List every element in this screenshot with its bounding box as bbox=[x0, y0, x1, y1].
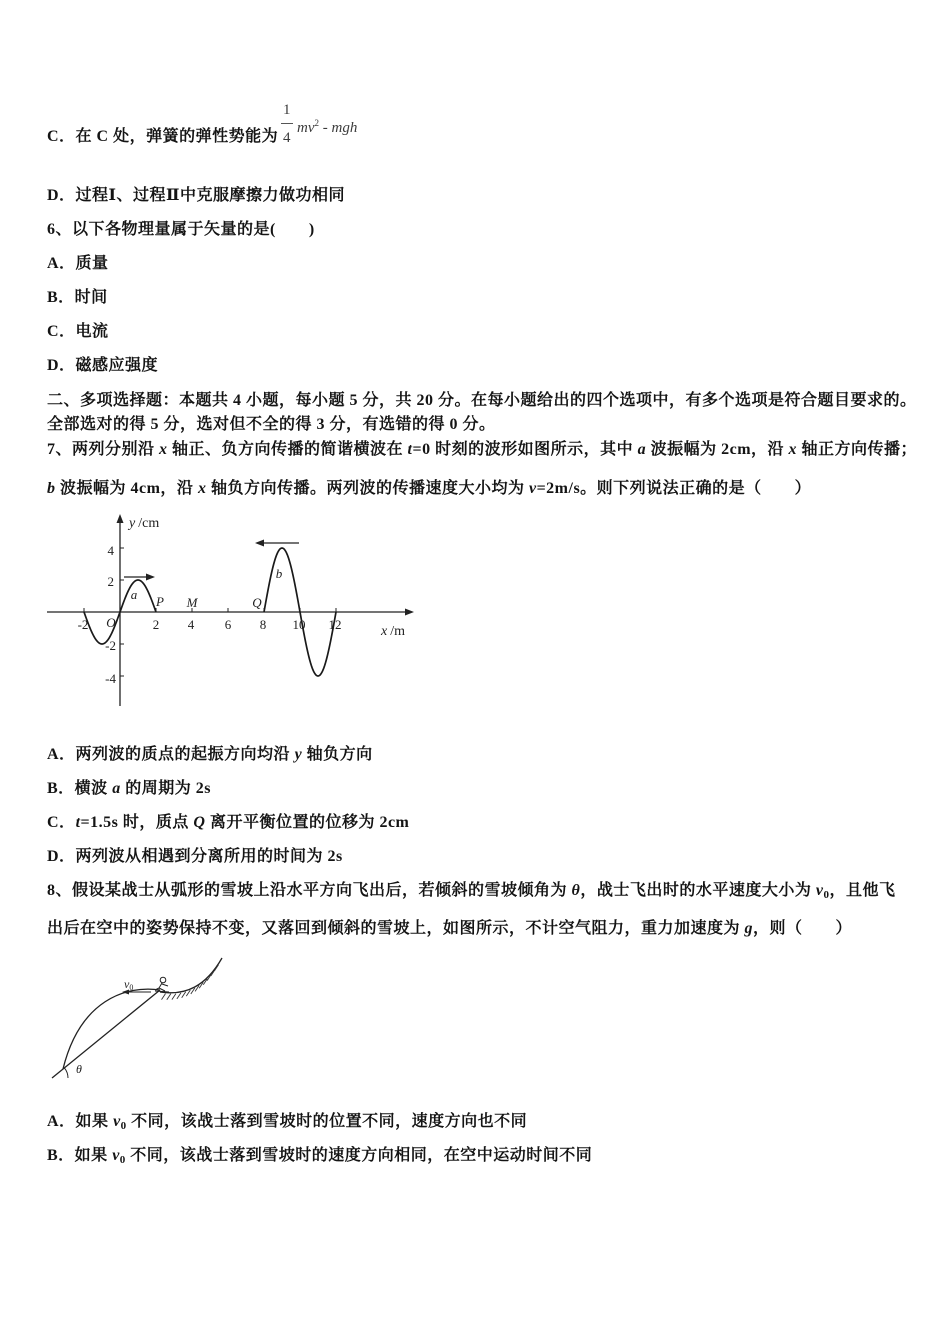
formula-expression bbox=[297, 114, 357, 137]
q6-option-a: A．质量 bbox=[47, 255, 109, 272]
q8-stem-text: 出后在空中的姿势保持不变，又落回到倾斜的雪坡上，如图所示，不计空气阻力，重力加速度为 bbox=[47, 920, 745, 937]
var-v-subscript: 0 bbox=[120, 1120, 127, 1132]
var-b: b bbox=[47, 480, 56, 497]
q5-option-d: D．过程Ⅰ、过程Ⅱ中克服摩擦力做功相同 bbox=[47, 187, 346, 204]
q7-option-text: 离开平衡位置的位移为 2cm bbox=[205, 814, 410, 831]
x-tick-label: 12 bbox=[328, 617, 342, 632]
formula-mv: mv bbox=[297, 120, 315, 136]
point-p-label: P bbox=[156, 594, 164, 609]
wave-figure bbox=[40, 505, 420, 717]
angle-theta-label: θ bbox=[76, 1062, 82, 1076]
var-x: x bbox=[159, 441, 168, 458]
hatch-mark bbox=[172, 994, 176, 1000]
q5-option-c bbox=[47, 127, 278, 147]
hatch-mark bbox=[182, 992, 186, 998]
wave-a-label: a bbox=[130, 587, 138, 602]
ski-slope-figure bbox=[45, 950, 230, 1085]
x-tick-label: 6 bbox=[224, 617, 232, 632]
y-axis-label bbox=[127, 516, 159, 531]
x-tick-label: 8 bbox=[259, 617, 267, 632]
y-tick-label: 4 bbox=[107, 543, 114, 558]
q7-option-text: C． bbox=[47, 814, 76, 831]
y-tick-label: -4 bbox=[105, 671, 116, 686]
section2-instruction-line-2: 全部选对的得 5 分，选对但不全的得 3 分，有选错的得 0 分。 bbox=[47, 416, 496, 433]
q7-option-text: A．两列波的质点的起振方向均沿 bbox=[47, 746, 295, 763]
q5-option-c-text: C．在 C 处，弹簧的弹性势能为 bbox=[47, 128, 279, 145]
v0-var: v bbox=[124, 977, 130, 991]
var-t: t bbox=[407, 441, 413, 458]
incline-slope-line bbox=[52, 990, 160, 1078]
formula-mgh: mgh bbox=[331, 120, 358, 136]
formula-square: 2 bbox=[314, 118, 319, 128]
q7-option-b bbox=[47, 779, 211, 799]
angle-arc bbox=[64, 1068, 68, 1078]
hatch-mark bbox=[177, 993, 181, 999]
point-q-label: Q bbox=[252, 595, 262, 610]
q7-option-text: 的周期为 2s bbox=[120, 780, 211, 797]
x-tick-label: 2 bbox=[152, 617, 160, 632]
var-q: Q bbox=[193, 814, 206, 831]
point-m-label: M bbox=[186, 595, 198, 610]
x-tick-label: 10 bbox=[292, 617, 306, 632]
q6-option-d: D．磁感应强度 bbox=[47, 357, 159, 374]
var-v: v bbox=[112, 1147, 120, 1164]
q7-stem-text: 轴负方向传播。两列波的传播速度大小均为 bbox=[206, 480, 529, 497]
q7-stem-text: 轴正、负方向传播的简谐横波在 bbox=[167, 441, 408, 458]
q8-stem-text: ，则（ ） bbox=[753, 920, 853, 937]
y-axis-unit: /cm bbox=[138, 516, 160, 531]
var-v-subscript: 0 bbox=[823, 889, 830, 901]
q7-stem-text: 波振幅为 4cm，沿 bbox=[55, 480, 198, 497]
q8-stem-line-1 bbox=[47, 881, 895, 905]
x-axis-arrowhead bbox=[405, 609, 414, 616]
hatch-mark bbox=[167, 994, 171, 1000]
q8-option-text: B．如果 bbox=[47, 1147, 113, 1164]
q7-stem-text: 轴正方向传播； bbox=[797, 441, 918, 458]
y-tick-label: -2 bbox=[105, 638, 116, 653]
q7-stem-line-2 bbox=[47, 479, 811, 499]
wave-b-label: b bbox=[275, 566, 283, 581]
skier-body bbox=[155, 983, 169, 992]
q8-option-b bbox=[47, 1146, 592, 1170]
q6-option-b: B．时间 bbox=[47, 289, 108, 306]
q8-option-a bbox=[47, 1112, 527, 1136]
q8-stem-text: ，且他飞 bbox=[829, 882, 896, 899]
y-tick-label: 2 bbox=[107, 574, 114, 589]
skier-head bbox=[160, 977, 166, 983]
wave-b-arrowhead bbox=[255, 540, 264, 547]
var-v: v bbox=[815, 882, 824, 899]
q8-option-text: 不同，该战士落到雪坡时的速度方向相同，在空中运动时间不同 bbox=[125, 1147, 593, 1164]
q7-option-text: =1.5s 时，质点 bbox=[80, 814, 194, 831]
var-a: a bbox=[112, 780, 121, 797]
var-a: a bbox=[637, 441, 647, 458]
v0-label bbox=[124, 977, 133, 992]
q8-stem-text: 8、假设某战士从弧形的雪坡上沿水平方向飞出后，若倾斜的雪坡倾角为 bbox=[47, 882, 572, 899]
q7-stem-text: 7、两列分别沿 bbox=[47, 441, 160, 458]
var-v-subscript: 0 bbox=[119, 1154, 126, 1166]
hatch-mark bbox=[162, 994, 166, 1000]
var-t: t bbox=[75, 814, 81, 831]
formula-minus: - bbox=[322, 120, 328, 136]
x-tick-label: 4 bbox=[187, 617, 195, 632]
section2-instruction-line-1: 二、多项选择题：本题共 4 小题，每小题 5 分，共 20 分。在每小题给出的四个选项中，有多个选项是符合题目要求的。 bbox=[47, 392, 917, 409]
q7-option-a bbox=[47, 745, 373, 765]
fraction-denominator: 4 bbox=[283, 130, 291, 146]
curved-snow-slope bbox=[160, 958, 222, 993]
var-g: g bbox=[744, 920, 754, 937]
q6-stem: 6、以下各物理量属于矢量的是( ) bbox=[47, 221, 315, 238]
v0-subscript: 0 bbox=[129, 983, 134, 992]
wave-a-arrowhead bbox=[146, 574, 155, 581]
var-y: y bbox=[294, 746, 303, 763]
x-tick-label: -2 bbox=[77, 617, 89, 632]
x-axis-var: x bbox=[381, 624, 388, 639]
q8-option-text: 不同，该战士落到雪坡时的位置不同，速度方向也不同 bbox=[126, 1113, 528, 1130]
origin-label: O bbox=[106, 615, 116, 630]
q8-option-text: A．如果 bbox=[47, 1113, 114, 1130]
y-axis-var: y bbox=[129, 516, 136, 531]
q8-stem-line-2 bbox=[47, 919, 852, 939]
q6-option-c: C．电流 bbox=[47, 323, 109, 340]
var-v: v bbox=[113, 1113, 121, 1130]
x-axis-unit: /m bbox=[390, 624, 405, 639]
q7-option-text: B．横波 bbox=[47, 780, 113, 797]
x-axis-label bbox=[380, 624, 405, 639]
q7-option-d: D．两列波从相遇到分离所用的时间为 2s bbox=[47, 848, 343, 865]
q7-option-c bbox=[47, 813, 409, 833]
var-x: x bbox=[197, 480, 207, 497]
q7-stem-text: 波振幅为 2cm，沿 bbox=[646, 441, 789, 458]
fraction-bar bbox=[281, 123, 293, 124]
var-x: x bbox=[788, 441, 798, 458]
q8-stem-text: ，战士飞出时的水平速度大小为 bbox=[580, 882, 816, 899]
q7-stem-text: =2m/s。则下列说法正确的是（ ） bbox=[536, 480, 812, 497]
slope-hatching bbox=[162, 965, 219, 1000]
q7-stem-text: =0 时刻的波形如图所示，其中 bbox=[412, 441, 638, 458]
var-theta: θ bbox=[571, 882, 581, 899]
fraction-numerator: 1 bbox=[283, 102, 291, 118]
var-v: v bbox=[528, 480, 537, 497]
q7-option-text: 轴负方向 bbox=[302, 746, 373, 763]
q7-stem-line-1 bbox=[47, 440, 917, 460]
y-axis-arrowhead bbox=[117, 514, 124, 523]
